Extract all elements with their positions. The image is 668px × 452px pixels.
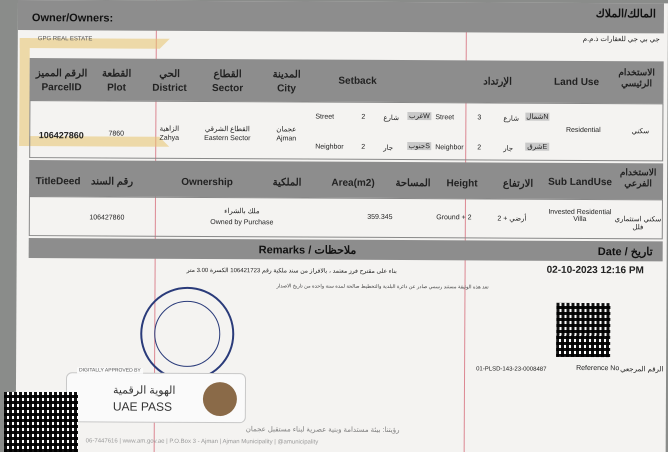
overlay-qr-code <box>4 392 78 452</box>
area-ar: المساحة <box>395 177 431 190</box>
land-use-value: Residential <box>565 126 601 135</box>
setback-neighbor-s: Neighbor <box>315 143 344 151</box>
ownership-en: Ownership <box>181 176 233 189</box>
title-deed-ar: رقم السند <box>90 176 134 188</box>
sector-value-ar: القطاع الشرقي <box>204 125 250 134</box>
parcel-id-ar: الرقم المميز <box>35 68 88 80</box>
parcel-id-value: 106427860 <box>38 130 84 141</box>
qr-code <box>556 303 610 357</box>
setback-dir-e: شرقE <box>525 143 549 151</box>
ownership-value-en: Owned by Purchase <box>210 219 274 227</box>
city-en: City <box>277 83 297 95</box>
district-value-en: Zahya <box>159 134 180 142</box>
setback-street-w: Street <box>315 113 335 121</box>
setback-dir-w: غربW <box>409 113 430 121</box>
remarks-header <box>29 238 663 261</box>
city-value-ar: عجمان <box>276 126 297 134</box>
setback-n4: 2 <box>477 144 482 152</box>
setback-n3: 2 <box>361 143 366 151</box>
sub-use-ar: الاستخدام الفرعي <box>619 167 657 189</box>
setback-dir-s: جنوبS <box>408 143 430 151</box>
parcel-id-en: ParcelID <box>41 82 82 94</box>
height-en: Height <box>446 178 478 190</box>
land-use-label: Land Use <box>554 76 600 89</box>
reference-value: 01-PLSD-143-23-0008487 <box>476 366 547 373</box>
sector-value-en: Eastern Sector <box>204 134 251 143</box>
watermark-label: GPG REAL ESTATE <box>37 36 93 43</box>
owner-label-ar: المالك/الملاك <box>595 8 656 21</box>
title-deed-en: TitleDeed <box>35 176 81 188</box>
area-value: 359.345 <box>367 213 393 221</box>
municipality-stamp <box>140 287 234 381</box>
setback-street-n: Street <box>435 114 455 122</box>
uae-emblem-icon <box>203 382 237 416</box>
sub-land-use-en: Sub LandUse <box>548 176 613 189</box>
main-use-label: الاستخدام الرئيسي <box>618 67 655 89</box>
district-ar: الحي <box>159 68 180 80</box>
setback-type4: جار <box>503 145 514 153</box>
setback-dir-n: شمالN <box>526 113 549 121</box>
document-page <box>16 0 668 452</box>
district-value-ar: الزاهية <box>159 125 180 133</box>
uae-pass-en: UAE PASS <box>112 399 173 414</box>
setback-neighbor-e: Neighbor <box>435 144 464 152</box>
ownership-value-ar: ملك بالشراء <box>224 208 260 216</box>
setback-n1: 2 <box>361 113 366 121</box>
setback-type2: شارع <box>503 115 519 123</box>
remarks-label: Remarks / ملاحظات <box>258 244 357 257</box>
sector-ar: القطاع <box>213 69 242 81</box>
uae-pass-badge <box>66 367 246 423</box>
owner-label-en: Owner/Owners: <box>31 12 114 25</box>
sub-use-value-ar: سكني استثماري فلل <box>614 216 662 232</box>
footer-contact: 06-7447616 | www.am.gov.ae | P.O.Box 3 - Ajman | Ajman Municipality | @amunicipality <box>85 438 319 446</box>
extension-label: الإرتداد <box>483 76 512 88</box>
date-label: Date / تاريخ <box>597 246 653 259</box>
height-ar: الارتفاع <box>502 178 534 190</box>
validity-note: تعد هذه الوثيقة مستند رسمي صادر عن دائرة البلدية والتخطيط صالحة لمدة سنة واحدة من تاريخ الاصدار <box>276 283 489 291</box>
sector-en: Sector <box>211 83 244 95</box>
setback-type1: شارع <box>383 114 399 122</box>
city-ar: المدينة <box>272 69 301 81</box>
reference-label-ar: الرقم المرجعي <box>620 366 664 374</box>
remarks-line-1: بناء على مقترح فرز معتمد ، بالافراز من سند ملكية رقم 106421723 الكسرة 3.00 متر <box>186 267 397 275</box>
height-value-ar: أرضي + 2 <box>497 215 527 223</box>
plot-ar: القطعة <box>101 68 132 80</box>
owner-name: جي بي جي للعقارات ذ.م.م <box>582 35 660 44</box>
district-en: District <box>152 82 187 94</box>
digitally-approved: DIGITALLY APPROVED BY <box>79 367 141 374</box>
ownership-ar: الملكية <box>272 177 302 189</box>
city-value-en: Ajman <box>276 135 297 143</box>
uae-pass-ar: الهوية الرقمية <box>112 384 176 397</box>
sub-land-use-value: Invested Residential Villa <box>548 208 612 223</box>
owner-header <box>18 0 664 33</box>
plot-value: 7860 <box>108 130 125 138</box>
setback-type3: جار <box>383 144 394 152</box>
slogan: رؤيتنا: بيئة مستدامة وبنية عصرية لبناء مستقبل عجمان <box>245 426 400 435</box>
setback-n2: 3 <box>477 114 482 122</box>
area-en: Area(m2) <box>331 177 375 189</box>
main-use-value: سكني <box>631 128 650 136</box>
setback-label: Setback <box>338 75 377 87</box>
plot-en: Plot <box>107 82 127 94</box>
date-value: 02-10-2023 12:16 PM <box>546 264 644 277</box>
reference-label-en: Reference No <box>576 364 620 373</box>
title-deed-value: 106427860 <box>89 214 125 222</box>
height-value-en: Ground + 2 <box>436 214 472 222</box>
